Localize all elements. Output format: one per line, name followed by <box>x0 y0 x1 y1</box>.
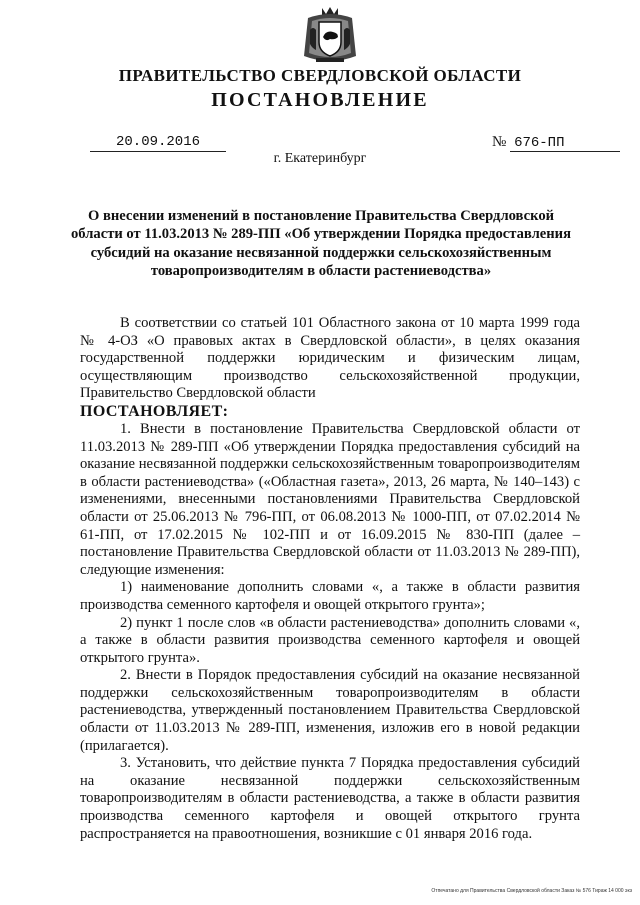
paragraph-2: 2. Внести в Порядок предоставления субсидий на оказание несвязанной поддержки сельскохозяйственным товаропроизводителям в области растениеводства, утвержденный постановлением Правительства Свердловской области от 11.03.2013 № 289-ПП, изменения, изложив его в новой редакции (прилагается). <box>80 667 580 754</box>
paragraph-3: 3. Установить, что действие пункта 7 Порядка предоставления субсидий на оказание несвязанной поддержки сельскохозяйственным товаропроизводителям в области растениеводства, а также в области развития производства семенного картофеля и овощей открытого грунта распространяется на правоотношения, возникшие с 01 января 2016 года. <box>80 755 580 842</box>
subparagraph-1-2: 2) пункт 1 после слов «в области растениеводства» дополнить словами «, а также в области развития производства семенного картофеля и овощей открытого грунта». <box>80 614 580 666</box>
subparagraph-1-1: 1) наименование дополнить словами «, а также в области развития производства семенного картофеля и овощей открытого грунта»; <box>80 579 580 613</box>
document-number <box>492 134 620 152</box>
document-date: 20.09.2016 <box>90 134 226 152</box>
document-type: ПОСТАНОВЛЕНИЕ <box>211 89 429 111</box>
number-label: № <box>492 134 507 150</box>
document-title: О внесении изменений в постановление Правительства Свердловской области от 11.03.2013 № 289-ПП «Об утверждении Порядка предоставления субсидий на оказание несвязанной поддержки сельскохозяйственным товаропроизводителям в области растениеводства» <box>71 208 571 280</box>
print-note: Отпечатано для Правительства Свердловской области Заказ № 576 Тираж 14 000 экз <box>431 888 632 894</box>
paragraph-1: 1. Внести в постановление Правительства Свердловской области от 11.03.2013 № 289-ПП «Об утверждении Порядка предоставления субсидий на оказание несвязанной поддержки сельскохозяйственным товаропроизводителям в области растениеводства» («Областная газета», 2013, 26 марта, № 140–143) с изменениями, внесенными постановлениями Правительства Свердловской области от 25.06.2013 № 796-ПП, от 06.08.2013 № 1000-ПП, от 07.02.2014 № 61-ПП, от 17.02.2015 № 102-ПП и от 16.09.2015 № 830-ПП (далее – постановление Правительства Свердловской области от 11.03.2013 № 289-ПП), следующие изменения: <box>80 420 580 578</box>
document-body <box>80 315 580 843</box>
decrees-heading: ПОСТАНОВЛЯЕТ: <box>80 402 229 420</box>
preamble: В соответствии со статьей 101 Областного закона от 10 марта 1999 года № 4-ОЗ «О правовых актах в Свердловской области», в целях оказания государственной поддержки юридическим и физическим лицам, осуществляющим производство сельскохозяйственной продукции, Правительство Свердловской области <box>80 315 580 402</box>
number-value: 676-ПП <box>510 135 620 152</box>
government-name: ПРАВИТЕЛЬСТВО СВЕРДЛОВСКОЙ ОБЛАСТИ <box>118 66 522 85</box>
coat-of-arms-icon <box>302 6 358 66</box>
city: г. Екатеринбург <box>273 151 367 166</box>
